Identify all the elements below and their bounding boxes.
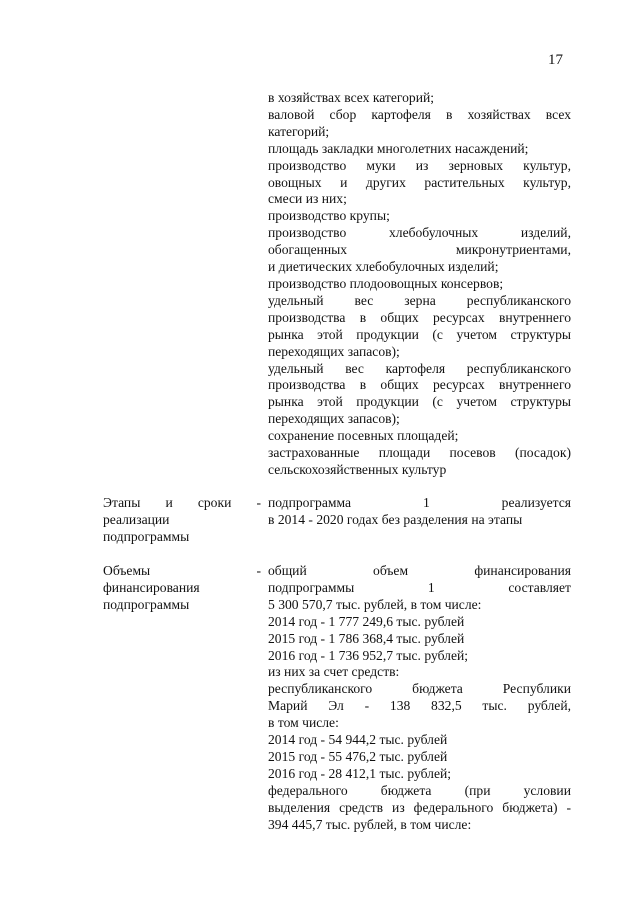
funding-value	[268, 563, 571, 834]
indicator-line: удельный вес зерна республиканского	[268, 292, 571, 308]
funding-label-line3: подпрограммы	[103, 596, 190, 612]
indicator-item	[268, 90, 571, 107]
funding-line: 2014 год - 54 944,2 тыс. рублей	[268, 732, 448, 748]
stages-label	[103, 495, 261, 546]
stages-label-word2: и	[165, 495, 173, 510]
stages-label-line3: подпрограммы	[103, 528, 190, 544]
funding-line: из них за счет средств:	[268, 664, 400, 680]
indicator-line: удельный вес картофеля республиканского	[268, 360, 571, 376]
funding-line: 2015 год - 1 786 368,4 тыс. рублей	[268, 630, 465, 646]
indicator-line: смеси из них;	[268, 191, 347, 207]
indicator-line: переходящих запасов);	[268, 343, 400, 359]
stages-value-line2: в 2014 - 2020 годах без разделения на этапы	[268, 511, 523, 527]
funding-line: выделения средств из федерального бюджета) -	[268, 799, 571, 815]
indicator-item	[268, 293, 571, 361]
funding-line: 2016 год - 1 736 952,7 тыс. рублей;	[268, 647, 469, 663]
indicator-line: площадь закладки многолетних насаждений;	[268, 140, 529, 156]
indicator-item	[268, 361, 571, 429]
indicators-list	[268, 90, 571, 479]
indicator-line: рынка этой продукции (с учетом структуры	[268, 326, 571, 342]
funding-line: общий объем финансирования	[268, 563, 571, 578]
indicator-item	[268, 276, 571, 293]
stages-label-line1	[103, 495, 261, 512]
stages-value	[268, 495, 571, 529]
funding-label-line1	[103, 563, 261, 580]
indicator-line: в хозяйствах всех категорий;	[268, 90, 435, 105]
indicator-line: производство плодоовощных консервов;	[268, 275, 504, 291]
funding-line: 2014 год - 1 777 249,6 тыс. рублей	[268, 613, 465, 629]
funding-line: 2016 год - 28 412,1 тыс. рублей;	[268, 765, 452, 781]
indicator-line: производства в общих ресурсах внутреннего	[268, 377, 571, 393]
indicator-line: рынка этой продукции (с учетом структуры	[268, 394, 571, 410]
funding-label	[103, 563, 261, 614]
indicator-line: сохранение посевных площадей;	[268, 428, 459, 444]
indicator-line: и диетических хлебобулочных изделий;	[268, 259, 499, 275]
indicator-item	[268, 107, 571, 141]
indicator-line: сельскохозяйственных культур	[268, 461, 447, 477]
indicator-item	[268, 428, 571, 445]
funding-line: федерального бюджета (при условии	[268, 782, 571, 798]
stages-label-line2: реализации	[103, 511, 170, 527]
page-number: 17	[548, 52, 563, 68]
funding-line: 394 445,7 тыс. рублей, в том числе:	[268, 816, 472, 832]
indicator-line: застрахованные площади посевов (посадок)	[268, 445, 571, 461]
stages-value-line1: подпрограмма 1 реализуется	[268, 495, 571, 510]
indicator-line: валовой сбор картофеля в хозяйствах всех	[268, 106, 571, 122]
indicator-line: производство крупы;	[268, 208, 390, 224]
funding-line: республиканского бюджета Республики	[268, 681, 571, 697]
funding-label-word1: Объемы	[103, 563, 151, 578]
indicator-line: переходящих запасов);	[268, 411, 400, 427]
indicator-line: категорий;	[268, 123, 330, 139]
indicator-line: производства в общих ресурсах внутреннего	[268, 309, 571, 325]
indicator-line: производство хлебобулочных изделий,	[268, 225, 571, 241]
indicator-item	[268, 208, 571, 225]
indicator-item	[268, 225, 571, 276]
indicator-line: производство муки из зерновых культур,	[268, 157, 571, 173]
funding-label-line2: финансирования	[103, 579, 200, 595]
stages-dash: -	[256, 495, 261, 510]
funding-line: подпрограммы 1 составляет	[268, 579, 571, 595]
funding-dash: -	[256, 563, 261, 578]
indicator-item	[268, 141, 571, 158]
funding-line: Марий Эл - 138 832,5 тыс. рублей,	[268, 698, 571, 714]
indicator-line: овощных и других растительных культур,	[268, 174, 571, 190]
funding-line: 2015 год - 55 476,2 тыс. рублей	[268, 748, 448, 764]
funding-line: 5 300 570,7 тыс. рублей, в том числе:	[268, 596, 482, 612]
indicator-line: обогащенных микронутриентами,	[268, 242, 571, 258]
indicator-item	[268, 445, 571, 479]
indicator-item	[268, 158, 571, 209]
stages-label-word3: сроки	[197, 495, 232, 510]
funding-line: в том числе:	[268, 715, 339, 731]
stages-label-word1: Этапы	[103, 495, 141, 510]
